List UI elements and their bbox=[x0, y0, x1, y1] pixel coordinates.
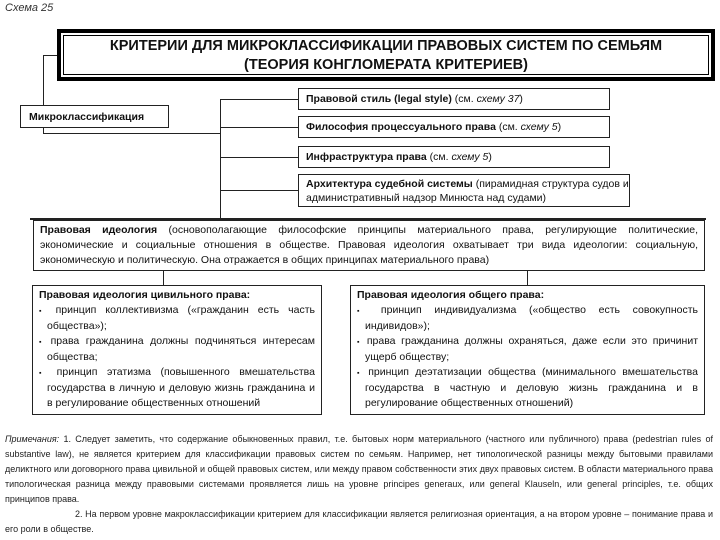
civil-law-ideology-box bbox=[32, 285, 322, 415]
list-item: ▪ права гражданина должны охраняться, даже если это причинит ущерб обществу; bbox=[357, 334, 698, 365]
criterion-name: Правовой стиль (legal style) bbox=[306, 93, 452, 105]
notes-label: Примечания: bbox=[5, 434, 60, 444]
list-item: ▪ принцип деэтатизации общества (минимального вмешательства государства в частную и деловую жизнь гражданина и в регулирование общественных отношений) bbox=[357, 365, 698, 411]
criterion-ref-end: ) bbox=[557, 121, 562, 133]
ideology-description: (основополагающие философские принципы материального права, регулирующие политические, экономические и социальные отношения в обществе. Правовая идеология охватывает три вида идеологии: социальную, экономическую и политическую. Она отражается в общих принципах материального права) bbox=[40, 224, 698, 266]
diagram-title bbox=[57, 29, 715, 81]
legal-ideology-box bbox=[33, 220, 705, 271]
criterion-description: (пирамидная структура судов и административный надзор Минюста над судами) bbox=[306, 178, 629, 204]
note-1: 1. Следует заметить, что содержание обыкновенных правил, т.е. бытовых норм материального (частного или публичного) права (pedestrian rules of substantive law), не является критерием для классификации правовых систем по семьям. Например, нет типологической разницы между бытовыми правилами деликтного или договорного права цивильной и общей правовых систем, или между правом собственности этих двух правовых систем. В области материального права типологическая разница между правовыми системами проявляется лишь на уровне principes generaux, или general Klauseln, или general principles, т.е. общих принципов права. bbox=[5, 434, 713, 504]
criterion-infrastructure bbox=[298, 146, 610, 168]
connector bbox=[43, 55, 57, 56]
connector bbox=[220, 99, 298, 100]
civil-ideology-title: Правовая идеология цивильного права: bbox=[39, 289, 251, 301]
list-item: ▪ принцип этатизма (повышенного вмешательства государства в личную и деловую жизнь гражданина и в регулирование общественных отношений bbox=[39, 365, 315, 411]
title-line-2: (ТЕОРИЯ КОНГЛОМЕРАТА КРИТЕРИЕВ) bbox=[244, 57, 528, 73]
connector bbox=[220, 157, 298, 158]
ideology-name: Правовая идеология bbox=[40, 224, 158, 236]
list-item: ▪ принцип коллективизма («гражданин есть часть общества»); bbox=[39, 303, 315, 334]
criterion-ref: (см. bbox=[495, 121, 521, 133]
notes bbox=[5, 432, 713, 537]
criterion-legal-style bbox=[298, 88, 610, 110]
criterion-name: Философия процессуального права bbox=[306, 121, 496, 133]
criterion-ref-schema: схему 5 bbox=[520, 121, 558, 133]
criterion-ref: (см. bbox=[451, 93, 477, 105]
connector bbox=[43, 133, 220, 134]
criterion-ref-end: ) bbox=[488, 151, 492, 163]
schema-caption: Схема 25 bbox=[5, 2, 54, 14]
criterion-name: Инфраструктура права bbox=[306, 151, 427, 163]
connector bbox=[163, 271, 164, 285]
title-line-1: КРИТЕРИИ ДЛЯ МИКРОКЛАССИФИКАЦИИ ПРАВОВЫХ СИСТЕМ ПО СЕМЬЯМ bbox=[109, 38, 663, 54]
criterion-ref-schema: схему 37 bbox=[476, 93, 520, 105]
common-law-ideology-box bbox=[350, 285, 705, 415]
criterion-judicial-architecture bbox=[298, 174, 630, 207]
microclassification-box: Микроклассификация bbox=[20, 105, 169, 128]
criterion-name: Архитектура судебной системы bbox=[306, 178, 473, 190]
connector bbox=[220, 190, 298, 191]
criterion-ref-schema: схему 5 bbox=[451, 151, 489, 163]
connector bbox=[527, 271, 528, 285]
note-2: 2. На первом уровне макроклассификации критерием для классификации является религиозная ориентация, а на втором уровне – понимание права и его роли в обществе. bbox=[5, 509, 713, 534]
criterion-ref-end: ) bbox=[519, 93, 523, 105]
trunk-connector bbox=[220, 99, 221, 218]
connector bbox=[43, 55, 44, 105]
criterion-ref: (см. bbox=[426, 151, 452, 163]
list-item: ▪ права гражданина должны подчиняться интересам общества; bbox=[39, 334, 315, 365]
connector bbox=[220, 127, 298, 128]
criterion-procedural-philosophy bbox=[298, 116, 610, 138]
list-item: ▪ принцип индивидуализма («общество есть совокупность индивидов»); bbox=[357, 303, 698, 334]
common-ideology-title: Правовая идеология общего права: bbox=[357, 289, 545, 301]
